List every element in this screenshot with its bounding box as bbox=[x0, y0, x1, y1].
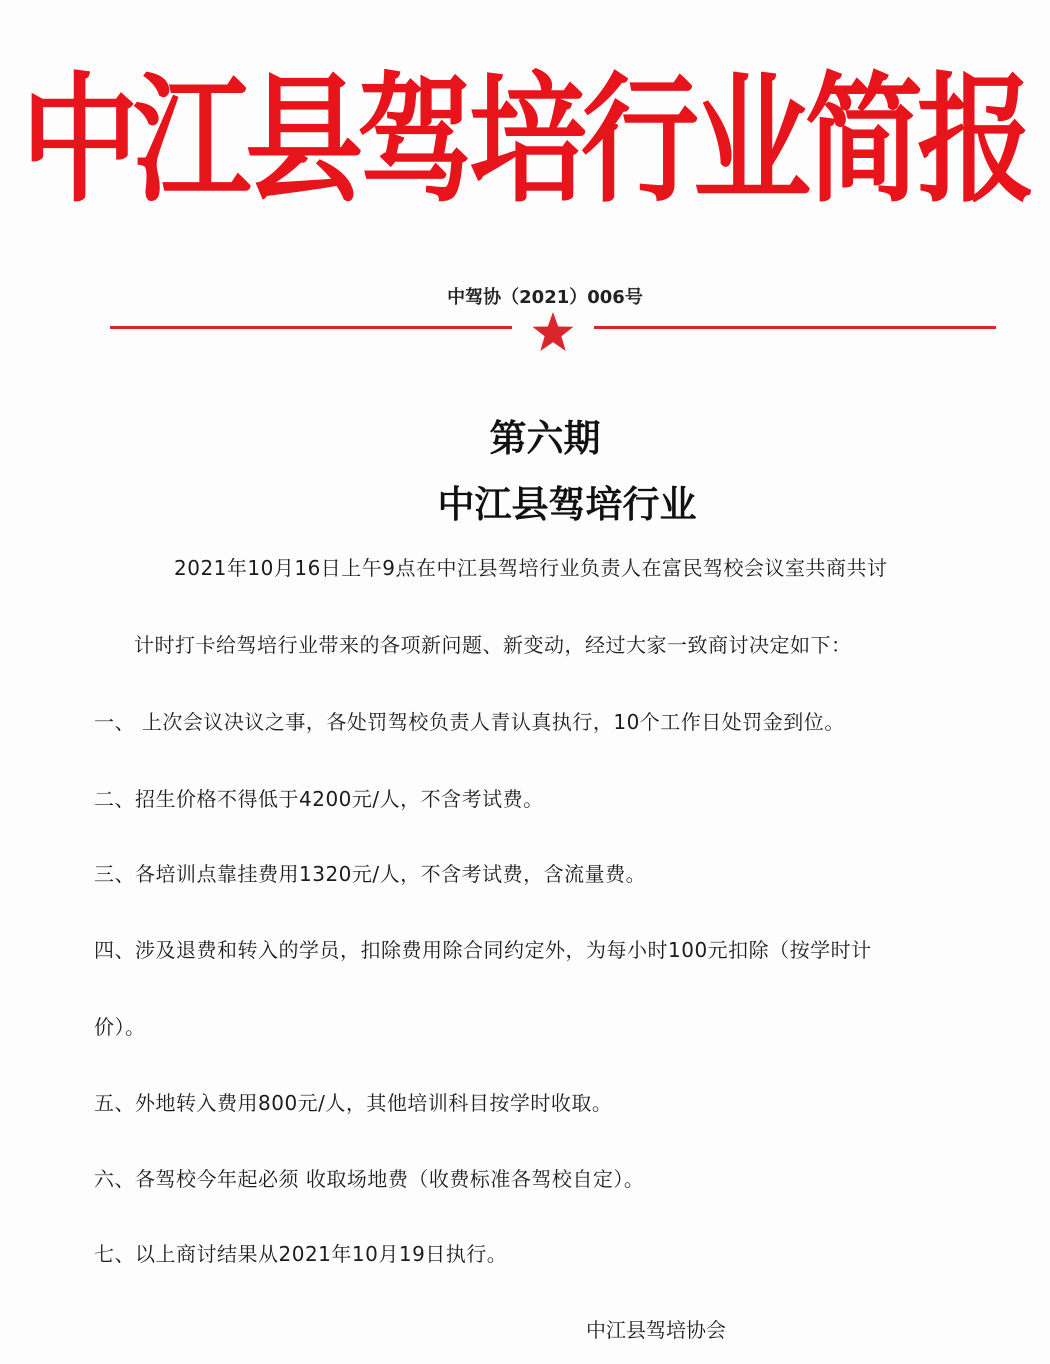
item-7: 七、以上商讨结果从2021年10月19日执行。 bbox=[94, 1242, 508, 1266]
issue-subtitle: 中江县驾培行业 bbox=[437, 483, 697, 526]
item-5: 五、外地转入费用800元/人，其他培训科目按学时收取。 bbox=[94, 1091, 613, 1115]
item-4: 四、涉及退费和转入的学员，扣除费用除合同约定外，为每小时100元扣除（按学时计 bbox=[94, 938, 872, 962]
star-icon bbox=[531, 311, 575, 353]
signature: 中江县驾培协会 bbox=[586, 1318, 726, 1342]
document-number: 中驾协（2021）006号 bbox=[447, 287, 643, 308]
item-4-continued: 价）。 bbox=[94, 1015, 146, 1039]
item-2: 二、招生价格不得低于4200元/人，不含考试费。 bbox=[94, 787, 544, 811]
issue-title: 第六期 bbox=[489, 417, 601, 460]
red-divider-left bbox=[110, 326, 512, 329]
item-3: 三、各培训点靠挂费用1320元/人，不含考试费，含流量费。 bbox=[94, 862, 647, 886]
item-1: 一、 上次会议决议之事，各处罚驾校负责人青认真执行，10个工作日处罚金到位。 bbox=[94, 710, 845, 734]
item-6: 六、各驾校今年起必须 收取场地费（收费标准各驾校自定）。 bbox=[94, 1167, 645, 1191]
red-divider-right bbox=[594, 326, 996, 329]
intro-line-2: 计时打卡给驾培行业带来的各项新问题、新变动，经过大家一致商讨决定如下： bbox=[134, 633, 852, 657]
masthead-title: 中江县驾培行业简报 bbox=[20, 58, 1029, 222]
intro-line-1: 2021年10月16日上午9点在中江县驾培行业负责人在富民驾校会议室共商共讨 bbox=[174, 556, 888, 580]
